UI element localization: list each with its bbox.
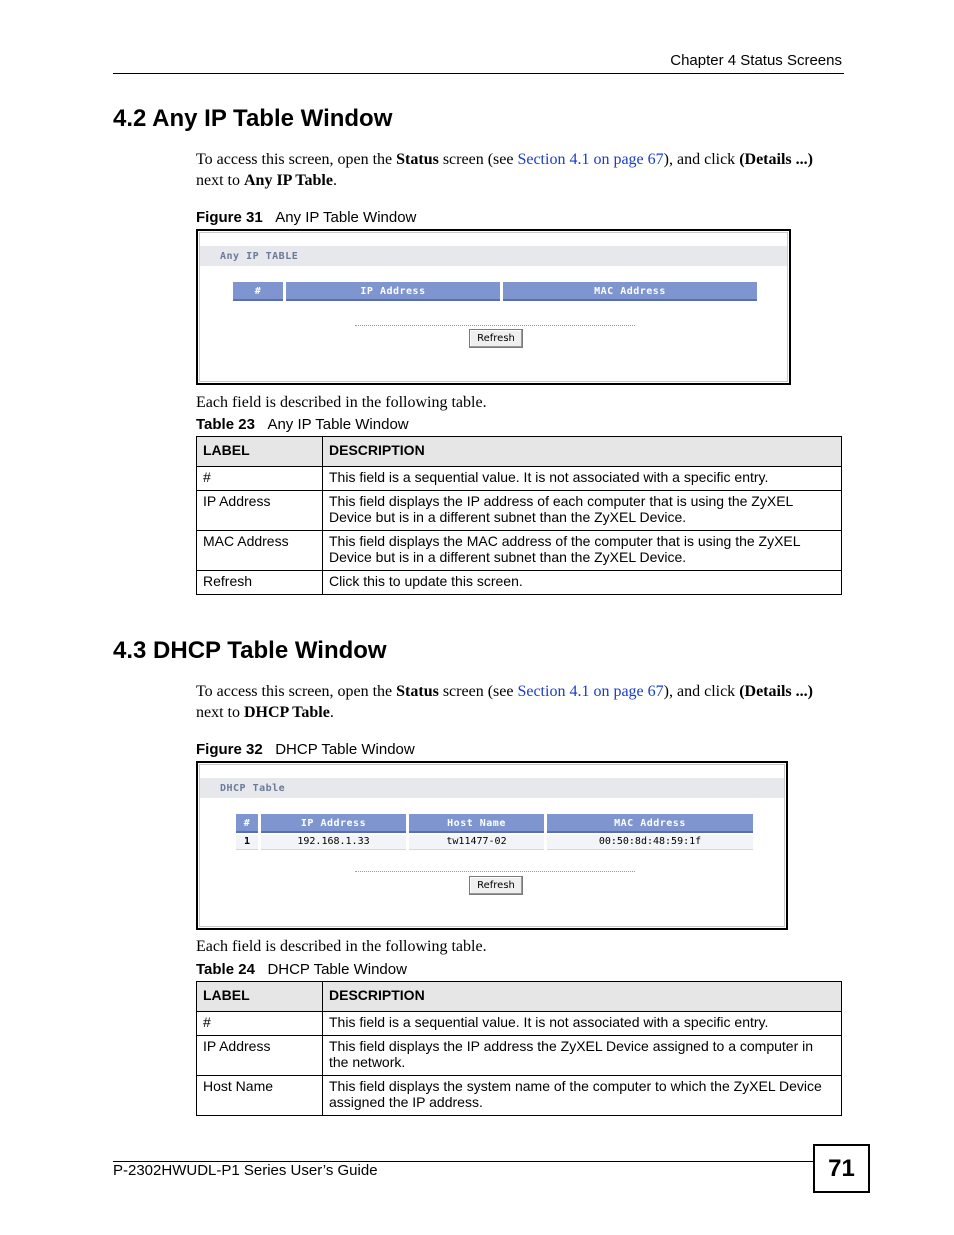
section-link[interactable]: Section 4.1 on page 67 (517, 151, 664, 168)
table-row (197, 571, 842, 595)
section-heading-dhcp: 4.3 DHCP Table Window (113, 637, 387, 664)
row-description: This field displays the system name of the computer to which the ZyXEL Device assigned the IP address. (323, 1076, 842, 1116)
page-number: 71 (813, 1144, 870, 1193)
column-header-mac-address: MAC Address (503, 282, 757, 301)
screen-title-bar (200, 778, 784, 798)
intro-text: ), and click (663, 151, 740, 168)
row-label: MAC Address (197, 531, 323, 571)
refresh-button[interactable]: Refresh (469, 329, 523, 348)
section-intro-dhcp (196, 681, 841, 723)
description-table-any-ip (196, 436, 842, 595)
figure-caption-31 (196, 209, 416, 226)
table-row (197, 467, 842, 491)
figure-caption-32 (196, 741, 415, 758)
row-description: This field is a sequential value. It is not associated with a specific entry. (323, 1012, 842, 1036)
dhcp-table-screenshot (196, 761, 788, 930)
dotted-divider (355, 325, 635, 326)
description-table-dhcp (196, 981, 842, 1116)
row-number: 1 (236, 835, 258, 850)
each-field-text: Each field is described in the following table. (196, 394, 487, 411)
column-header-host-name: Host Name (409, 814, 544, 833)
table-row (197, 1076, 842, 1116)
figure-number: Figure 31 (196, 209, 263, 226)
table-caption-24 (196, 961, 407, 978)
row-description: This field displays the MAC address of the computer that is using the ZyXEL Device but is in a different subnet than the ZyXEL Device. (323, 531, 842, 571)
screen-title: DHCP Table (220, 783, 286, 794)
intro-text: To access this screen, open the (196, 683, 397, 700)
intro-bold-status: Status (396, 683, 439, 700)
row-label: Refresh (197, 571, 323, 595)
row-label: # (197, 467, 323, 491)
section-intro-any-ip (196, 149, 841, 191)
figure-title: DHCP Table Window (275, 741, 415, 758)
intro-bold-table: DHCP Table (244, 704, 330, 721)
intro-text: . (332, 172, 337, 189)
each-field-text: Each field is described in the following table. (196, 938, 487, 955)
row-label: IP Address (197, 491, 323, 531)
table-row (197, 531, 842, 571)
column-header-mac-address: MAC Address (547, 814, 753, 833)
header-label: LABEL (197, 437, 323, 467)
row-description: Click this to update this screen. (323, 571, 842, 595)
intro-bold-details: (Details ...) (739, 151, 813, 168)
row-mac-address: 00:50:8d:48:59:1f (547, 835, 753, 850)
dotted-divider (355, 871, 635, 872)
table-title: Any IP Table Window (267, 416, 409, 433)
table-number: Table 23 (196, 416, 255, 433)
any-ip-table-screenshot (196, 229, 791, 385)
intro-bold-status: Status (396, 151, 439, 168)
row-description: This field is a sequential value. It is not associated with a specific entry. (323, 467, 842, 491)
screenshot-frame (199, 764, 785, 927)
screen-title-bar (200, 246, 787, 266)
intro-text: ), and click (663, 683, 740, 700)
table-header-row (197, 982, 842, 1012)
intro-bold-table: Any IP Table (244, 172, 333, 189)
intro-text: screen (see (438, 151, 518, 168)
header-description: DESCRIPTION (323, 982, 842, 1012)
column-header-number: # (236, 814, 258, 833)
table-number: Table 24 (196, 961, 255, 978)
figure-number: Figure 32 (196, 741, 263, 758)
table-row (197, 491, 842, 531)
section-heading-any-ip: 4.2 Any IP Table Window (113, 105, 393, 132)
intro-text: next to (196, 172, 244, 189)
refresh-button[interactable]: Refresh (469, 876, 523, 895)
row-label: # (197, 1012, 323, 1036)
column-header-ip-address: IP Address (261, 814, 406, 833)
table-title: DHCP Table Window (267, 961, 407, 978)
chapter-header: Chapter 4 Status Screens (670, 52, 842, 69)
intro-text: next to (196, 704, 244, 721)
table-row (197, 1036, 842, 1076)
figure-title: Any IP Table Window (275, 209, 417, 226)
intro-bold-details: (Details ...) (739, 683, 813, 700)
table-caption-23 (196, 416, 409, 433)
row-host-name: tw11477-02 (409, 835, 544, 850)
intro-text: To access this screen, open the (196, 151, 397, 168)
screenshot-frame (199, 232, 788, 382)
header-rule (113, 73, 844, 74)
row-ip-address: 192.168.1.33 (261, 835, 406, 850)
column-header-ip-address: IP Address (286, 282, 500, 301)
header-label: LABEL (197, 982, 323, 1012)
table-header-row (197, 437, 842, 467)
guide-title: P-2302HWUDL-P1 Series User’s Guide (113, 1162, 378, 1179)
header-description: DESCRIPTION (323, 437, 842, 467)
column-header-number: # (233, 282, 283, 301)
row-label: Host Name (197, 1076, 323, 1116)
section-link[interactable]: Section 4.1 on page 67 (517, 683, 664, 700)
table-row (197, 1012, 842, 1036)
row-description: This field displays the IP address the ZyXEL Device assigned to a computer in the network. (323, 1036, 842, 1076)
row-label: IP Address (197, 1036, 323, 1076)
intro-text: screen (see (438, 683, 518, 700)
screen-title: Any IP TABLE (220, 251, 299, 262)
row-description: This field displays the IP address of each computer that is using the ZyXEL Device but is in a different subnet than the ZyXEL Device. (323, 491, 842, 531)
intro-text: . (329, 704, 334, 721)
